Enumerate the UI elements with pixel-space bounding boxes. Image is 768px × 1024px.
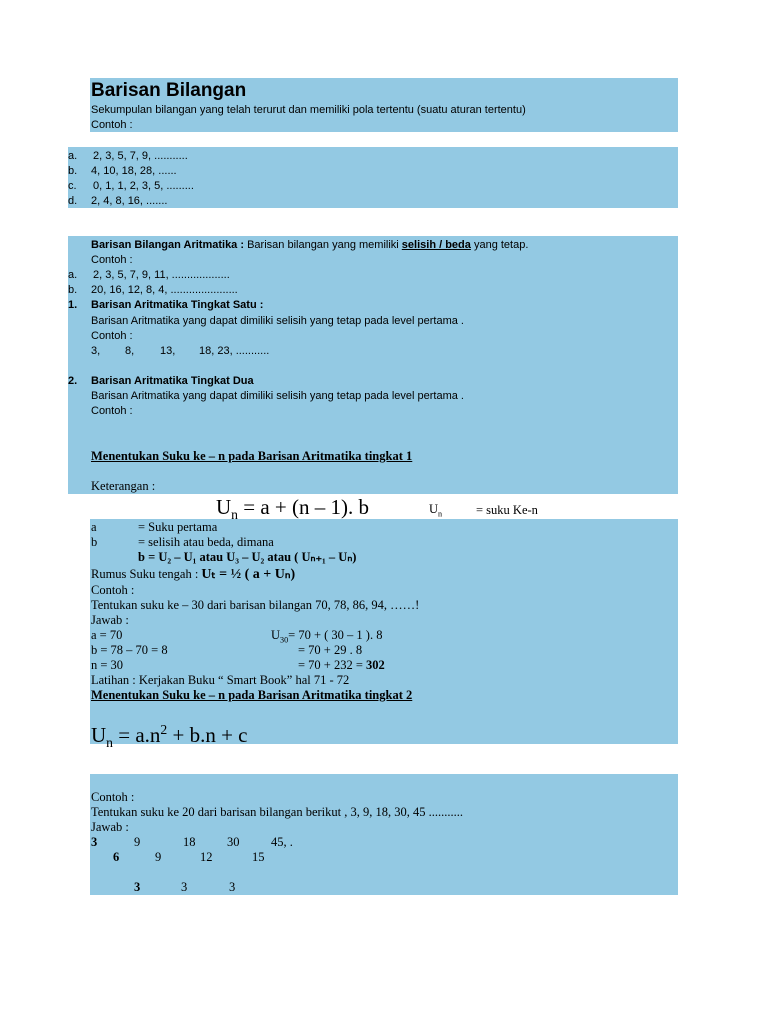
formula-rest: = a + (n – 1). b	[238, 495, 369, 519]
work-u: U	[271, 628, 281, 642]
diff-row2-item: 6	[113, 850, 120, 864]
formula2-sub: n	[106, 735, 113, 751]
formula-u: U	[216, 495, 232, 519]
sequence-term: 13,	[160, 345, 176, 357]
list-marker: a.	[68, 150, 78, 162]
tingkat1-number: 1.	[68, 299, 78, 311]
work-step-3: = 70 + 232 =	[298, 658, 363, 672]
list-marker: a.	[68, 269, 78, 281]
work-line: a = 70	[91, 628, 123, 642]
suku1-heading: Menentukan Suku ke – n pada Barisan Aritmatika tingkat 1	[91, 449, 413, 463]
latihan-text: Latihan : Kerjakan Buku “ Smart Book” hal 71 - 72	[91, 673, 350, 687]
work-line: n = 30	[91, 658, 124, 672]
list-item: 2, 4, 8, 16, .......	[91, 195, 168, 207]
tingkat1-contoh-label: Contoh :	[91, 330, 133, 342]
diff-row3-item: 3	[134, 880, 141, 894]
work-step	[298, 658, 385, 673]
list-item: 4, 10, 18, 28, ......	[91, 165, 177, 177]
work-answer: 302	[366, 658, 385, 672]
jawab-label: Jawab :	[91, 613, 129, 627]
def-symbol: b	[91, 535, 98, 549]
un-sub: n	[438, 509, 443, 519]
formula-sub: n	[231, 507, 238, 523]
suku-tengah	[91, 567, 295, 582]
aritmatika-desc-emph: selisih / beda	[401, 239, 471, 251]
formula2-sup: 2	[160, 722, 168, 737]
suku-tengah-label: Rumus Suku tengah :	[91, 567, 199, 581]
suku-tengah-formula: Uₜ = ½ ( a + Uₙ)	[201, 567, 296, 582]
sequence-term: 18, 23, ...........	[199, 345, 270, 357]
aritmatika-heading: Barisan Bilangan Aritmatika :	[91, 239, 245, 251]
list-marker: b.	[68, 165, 78, 177]
list-item: 0, 1, 1, 2, 3, 5, .........	[93, 180, 194, 192]
def-symbol: a	[91, 520, 97, 534]
diff-row1-item: 45, .	[271, 835, 293, 849]
tingkat2-desc: Barisan Aritmatika yang dapat dimiliki selisih yang tetap pada level pertama .	[91, 390, 464, 402]
un-symbol	[429, 502, 442, 522]
diff-row3-item: 3	[229, 880, 236, 894]
def-description: = selisih atau beda, dimana	[138, 535, 274, 549]
tingkat1-heading: Barisan Aritmatika Tingkat Satu :	[91, 299, 264, 311]
diff-row2-item: 15	[252, 850, 265, 864]
def-description: = Suku pertama	[138, 520, 218, 534]
list-marker: c.	[68, 180, 77, 192]
aritmatika-desc-post: yang tetap.	[473, 239, 529, 251]
aritmatika-definition	[91, 238, 528, 252]
tingkat2-contoh-label: Contoh :	[91, 405, 133, 417]
contoh2-problem: Tentukan suku ke 20 dari barisan bilangan berikut , 3, 9, 18, 30, 45 ...........	[91, 805, 463, 819]
work-u-sub: 30	[280, 635, 289, 645]
work-step: = 70 + 29 . 8	[298, 643, 363, 657]
contoh-label: Contoh :	[91, 583, 135, 597]
aritmatika-contoh-label: Contoh :	[91, 254, 133, 266]
list-marker: b.	[68, 284, 78, 296]
aritmatika-desc-pre: Barisan bilangan yang memiliki	[247, 239, 399, 251]
work-step-1: = 70 + ( 30 – 1 ). 8	[288, 628, 383, 642]
problem-text: Tentukan suku ke – 30 dari barisan bilangan 70, 78, 86, 94, ……!	[91, 598, 420, 612]
page-title: Barisan Bilangan	[91, 80, 247, 101]
tingkat2-number: 2.	[68, 375, 78, 387]
beda-formula: b = U₂ – U₁ atau U₃ – U₂ atau ( Uₙ₊₁ – Uₙ)	[138, 550, 357, 564]
un-description: = suku Ke-n	[476, 503, 538, 517]
diff-row1-item: 3	[91, 835, 98, 849]
diff-row2-item: 12	[200, 850, 213, 864]
contoh-label: Contoh :	[91, 119, 133, 131]
formula2-mid: = a.n	[113, 723, 161, 747]
contoh2-background	[90, 774, 678, 895]
keterangan-label: Keterangan :	[91, 479, 156, 493]
list-item: 20, 16, 12, 8, 4, ......................	[91, 284, 238, 296]
formula-tingkat2	[91, 718, 248, 755]
diff-row1-item: 18	[183, 835, 196, 849]
formula2-u: U	[91, 723, 107, 747]
suku2-heading: Menentukan Suku ke – n pada Barisan Aritmatika tingkat 2	[91, 688, 413, 702]
list-item: 2, 3, 5, 7, 9, ...........	[93, 150, 188, 162]
formula-un	[216, 495, 369, 527]
un-u: U	[429, 502, 439, 516]
formula2-end: + b.n + c	[167, 723, 248, 747]
work-line: b = 78 – 70 = 8	[91, 643, 168, 657]
diff-row1-item: 30	[227, 835, 240, 849]
tingkat2-heading: Barisan Aritmatika Tingkat Dua	[91, 375, 254, 387]
sequence-term: 8,	[125, 345, 135, 357]
list-marker: d.	[68, 195, 78, 207]
sequence-term: 3,	[91, 345, 101, 357]
definition-text: Sekumpulan bilangan yang telah terurut dan memiliki pola tertentu (suatu aturan tertentu)	[91, 104, 526, 116]
contoh2-label: Contoh :	[91, 790, 135, 804]
diff-row2-item: 9	[155, 850, 162, 864]
tingkat1-desc: Barisan Aritmatika yang dapat dimiliki selisih yang tetap pada level pertama .	[91, 315, 464, 327]
diff-row1-item: 9	[134, 835, 141, 849]
diff-row3-item: 3	[181, 880, 188, 894]
list-item: 2, 3, 5, 7, 9, 11, ...................	[93, 269, 230, 281]
contoh2-jawab: Jawab :	[91, 820, 129, 834]
